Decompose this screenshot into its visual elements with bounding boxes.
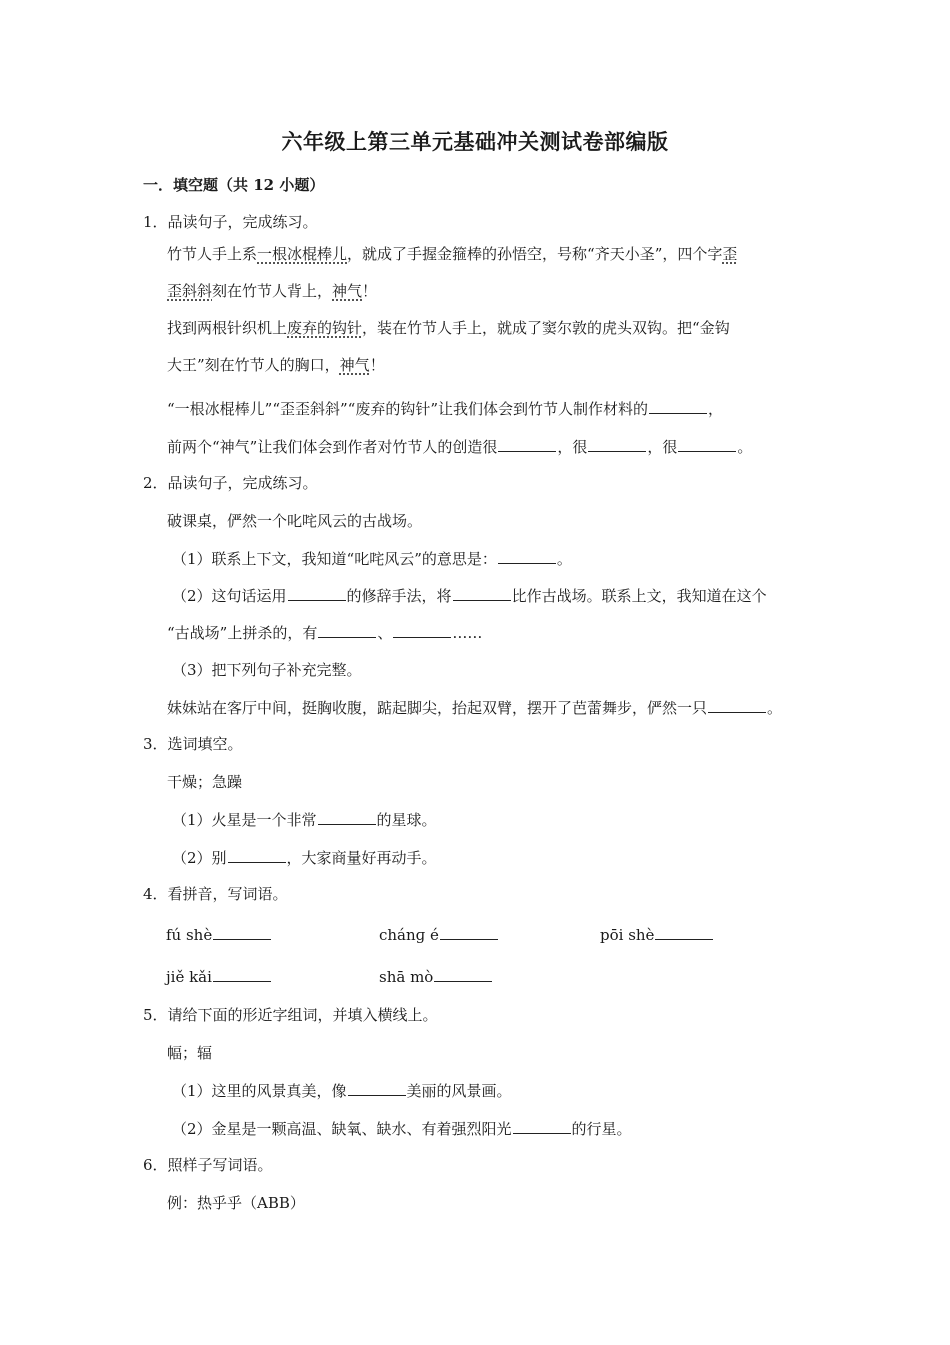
emphasis: 歪 — [722, 245, 738, 263]
pinyin-item-2 — [379, 924, 499, 945]
answer-blank[interactable] — [288, 585, 346, 601]
q2-sub-2 — [172, 585, 767, 606]
answer-blank[interactable] — [678, 436, 736, 452]
question-text: 的星球。 — [376, 811, 437, 829]
answer-blank[interactable] — [213, 924, 271, 940]
question-number: 3． — [143, 735, 168, 753]
emphasis: 废弃的钩针 — [287, 319, 363, 337]
q5-sub-1 — [172, 1080, 512, 1101]
answer-blank[interactable] — [318, 622, 376, 638]
pinyin-item-3 — [600, 924, 714, 945]
answer-blank[interactable] — [588, 436, 646, 452]
q5-word-choices: 幅；辐 — [167, 1044, 213, 1062]
question-text: 。 — [767, 699, 783, 717]
question-6-prompt — [143, 1155, 273, 1175]
question-text: 美丽的风景画。 — [406, 1082, 512, 1100]
section-heading: 一．填空题（共 12 小题） — [143, 176, 325, 194]
question-text: 请给下面的形近字组词，并填入横线上。 — [167, 1006, 438, 1024]
pinyin-text: jiě kǎi — [166, 968, 212, 986]
answer-blank[interactable] — [513, 1118, 571, 1134]
question-text: 品读句子，完成练习。 — [167, 213, 318, 231]
pinyin-text: shā mò — [379, 968, 434, 986]
question-text: （2）金星是一颗高温、缺氧、缺水、有着强烈阳光 — [172, 1120, 512, 1138]
q2-sub-3: （3）把下列句子补充完整。 — [172, 661, 362, 679]
question-number: 6． — [143, 1156, 168, 1174]
answer-blank[interactable] — [649, 398, 707, 414]
question-text: 的修辞手法，将 — [346, 587, 452, 605]
passage-text: 大王”刻在竹节人的胸口， — [167, 356, 340, 374]
question-text: ，很 — [647, 438, 678, 456]
emphasis: 一根冰棍棒儿 — [257, 245, 348, 263]
pinyin-item-1 — [166, 924, 272, 945]
passage-text: ！ — [369, 356, 385, 374]
question-2-prompt — [143, 473, 318, 493]
pinyin-item-5 — [379, 966, 493, 987]
question-text: 品读句子，完成练习。 — [167, 474, 318, 492]
question-3-prompt — [143, 734, 243, 754]
emphasized-text — [257, 245, 347, 263]
question-text: 。 — [556, 550, 572, 568]
pinyin-text: pōi shè — [600, 926, 655, 944]
question-number: 4． — [143, 885, 168, 903]
question-1-prompt — [143, 212, 318, 232]
q2-sub-1 — [172, 548, 572, 569]
q1-question-line-2 — [167, 436, 752, 457]
question-text: （1）这里的风景真美，像 — [172, 1082, 347, 1100]
answer-blank[interactable] — [655, 924, 713, 940]
q2-sub-2-cont — [167, 622, 482, 643]
q1-passage-line-2 — [167, 281, 377, 301]
q1-question-line-1 — [167, 398, 723, 419]
question-text: 的行星。 — [571, 1120, 632, 1138]
answer-blank[interactable] — [393, 622, 451, 638]
question-text: （2）别 — [172, 849, 227, 867]
question-text: …… — [452, 624, 483, 642]
question-text: ，很 — [557, 438, 588, 456]
emphasis: 神气 — [332, 282, 363, 300]
question-text: ， — [708, 400, 724, 418]
q6-example: 例：热乎乎（ABB） — [167, 1194, 305, 1212]
pinyin-text: fú shè — [166, 926, 213, 944]
q1-passage-line-1 — [167, 244, 737, 264]
question-number: 2． — [143, 474, 168, 492]
question-5-prompt — [143, 1005, 438, 1025]
question-text: 照样子写词语。 — [167, 1156, 273, 1174]
q1-passage-line-4 — [167, 355, 385, 375]
question-text: “古战场”上拼杀的，有 — [167, 624, 318, 642]
q5-sub-2 — [172, 1118, 632, 1139]
emphasis: 歪斜斜 — [167, 282, 213, 300]
q3-word-choices: 干燥；急躁 — [167, 773, 243, 791]
q1-passage-line-3 — [167, 318, 730, 338]
question-number: 5． — [143, 1006, 168, 1024]
answer-blank[interactable] — [348, 1080, 406, 1096]
q2-sub-3-line — [167, 697, 782, 718]
answer-blank[interactable] — [498, 548, 556, 564]
question-text: 妹妹站在客厅中间，挺胸收腹，踮起脚尖，抬起双臂，摆开了芭蕾舞步，俨然一只 — [167, 699, 708, 717]
question-text: 。 — [737, 438, 753, 456]
question-text: 选词填空。 — [167, 735, 243, 753]
answer-blank[interactable] — [498, 436, 556, 452]
passage-text: ，就成了手握金箍棒的孙悟空，号称“齐天小圣”，四个字 — [347, 245, 723, 263]
q3-sub-2 — [172, 847, 437, 868]
page-title: 六年级上第三单元基础冲关测试卷部编版 — [281, 129, 669, 154]
answer-blank[interactable] — [708, 697, 766, 713]
question-text: 、 — [377, 624, 393, 642]
answer-blank[interactable] — [440, 924, 498, 940]
question-4-prompt — [143, 884, 288, 904]
q3-sub-1 — [172, 809, 437, 830]
passage-text: 找到两根针织机上 — [167, 319, 288, 337]
answer-blank[interactable] — [228, 847, 286, 863]
question-text: （2）这句话运用 — [172, 587, 287, 605]
passage-text: ，装在竹节人手上，就成了窦尔敦的虎头双钩。把“金钩 — [362, 319, 730, 337]
q2-sentence: 破课桌，俨然一个叱咤风云的古战场。 — [167, 512, 423, 530]
question-number: 1． — [143, 213, 168, 231]
question-text: 前两个“神气”让我们体会到作者对竹节人的创造很 — [167, 438, 498, 456]
pinyin-item-4 — [166, 966, 272, 987]
question-text: ，大家商量好再动手。 — [286, 849, 437, 867]
question-text: 看拼音，写词语。 — [167, 885, 288, 903]
question-text: 比作古战场。联系上文，我知道在这个 — [511, 587, 767, 605]
pinyin-text: chánɡ é — [379, 926, 439, 944]
question-text: （1）联系上下文，我知道“叱咤风云”的意思是： — [172, 550, 497, 568]
answer-blank[interactable] — [213, 966, 271, 982]
passage-text: 刻在竹节人背上， — [212, 282, 333, 300]
answer-blank[interactable] — [434, 966, 492, 982]
emphasis: 神气 — [339, 356, 370, 374]
question-text: （1）火星是一个非常 — [172, 811, 317, 829]
question-text: “一根冰棍棒儿”“歪歪斜斜”“废弃的钩针”让我们体会到竹节人制作材料的 — [167, 400, 649, 418]
passage-text: 竹节人手上系 — [167, 245, 258, 263]
answer-blank[interactable] — [318, 809, 376, 825]
passage-text: ！ — [362, 282, 378, 300]
answer-blank[interactable] — [453, 585, 511, 601]
